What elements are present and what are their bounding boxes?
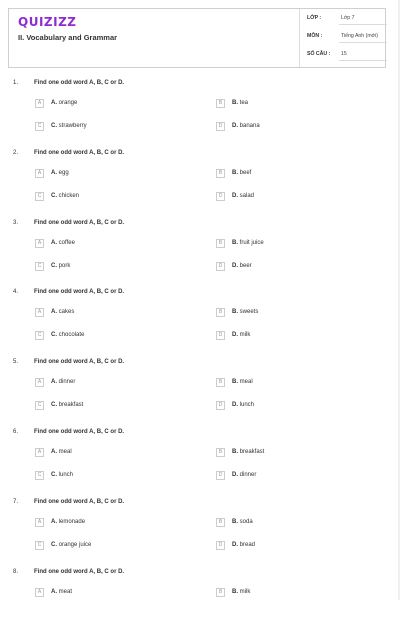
option-label: A.	[51, 379, 57, 386]
option-text	[232, 519, 253, 525]
option-letter-box[interactable]: C	[35, 401, 44, 410]
option-text	[232, 170, 251, 176]
option-label: B.	[232, 518, 238, 525]
answer-option-a[interactable]	[35, 378, 185, 388]
option-label: B.	[232, 169, 238, 176]
option-label: D.	[232, 123, 238, 129]
option-text	[51, 332, 84, 338]
option-value: bread	[239, 541, 256, 548]
question-number: 8.	[13, 568, 19, 575]
header-divider	[299, 9, 300, 67]
option-letter-box[interactable]: D	[216, 401, 225, 410]
option-label: B.	[232, 309, 238, 316]
meta-underline	[339, 42, 387, 43]
answer-option-a[interactable]	[35, 518, 185, 528]
option-text	[232, 240, 264, 246]
answer-option-b[interactable]	[216, 378, 366, 388]
option-label: A.	[51, 169, 57, 176]
answer-option-b[interactable]	[216, 518, 366, 528]
option-value: chicken	[58, 192, 80, 199]
option-letter-box[interactable]: B	[216, 169, 225, 178]
option-text	[51, 123, 87, 129]
option-letter-box[interactable]: A	[35, 588, 44, 597]
meta-value-subject: Tiếng Anh (mới)	[341, 33, 378, 39]
question-text: Find one odd word A, B, C or D.	[34, 80, 125, 86]
option-label: D.	[232, 402, 238, 409]
question-item	[0, 150, 400, 220]
meta-underline	[339, 60, 387, 61]
answer-option-a[interactable]	[35, 308, 185, 318]
option-letter-box[interactable]: A	[35, 239, 44, 248]
option-letter-box[interactable]: A	[35, 378, 44, 387]
question-text: Find one odd word A, B, C or D.	[34, 568, 125, 575]
option-label: C.	[51, 402, 57, 409]
option-value: dinner	[58, 379, 76, 386]
answer-option-b[interactable]	[216, 239, 366, 249]
option-text	[232, 263, 252, 269]
question-text: Find one odd word A, B, C or D.	[34, 498, 125, 505]
option-label: B.	[232, 588, 238, 595]
option-letter-box[interactable]: D	[216, 192, 225, 201]
option-text	[232, 589, 250, 595]
meta-underline	[339, 24, 387, 25]
option-value: breakfast	[58, 402, 84, 409]
option-value: chocolate	[58, 332, 85, 339]
question-item	[0, 220, 400, 290]
answer-option-c[interactable]	[35, 471, 185, 481]
answer-option-d[interactable]	[216, 401, 366, 411]
option-text	[232, 472, 256, 478]
option-text	[51, 379, 75, 385]
question-number: 6.	[13, 429, 19, 435]
option-value: dinner	[239, 472, 257, 478]
option-text	[232, 542, 255, 548]
option-label: B.	[232, 449, 238, 455]
option-letter-box[interactable]: C	[35, 471, 44, 480]
answer-option-c[interactable]	[35, 401, 185, 411]
question-number: 2.	[13, 149, 19, 156]
answer-option-d[interactable]	[216, 331, 366, 341]
option-value: fruit juice	[239, 239, 264, 246]
question-text: Find one odd word A, B, C or D.	[34, 289, 125, 296]
option-text	[51, 100, 77, 106]
option-letter-box[interactable]: A	[35, 169, 44, 178]
option-label: D.	[232, 332, 238, 339]
option-text	[51, 472, 73, 478]
question-number: 3.	[13, 219, 19, 226]
option-label: A.	[51, 588, 57, 595]
answer-option-b[interactable]	[216, 308, 366, 318]
option-text	[232, 332, 250, 338]
option-text	[232, 193, 254, 199]
option-label: B.	[232, 239, 238, 246]
option-letter-box[interactable]: C	[35, 331, 44, 340]
answer-option-a[interactable]	[35, 588, 185, 598]
option-value: lunch	[58, 472, 74, 478]
option-letter-box[interactable]: B	[216, 518, 225, 527]
option-text	[51, 542, 91, 548]
meta-value-class: Lớp 7	[341, 15, 355, 21]
question-number: 7.	[13, 498, 19, 505]
option-label: C.	[51, 332, 57, 339]
worksheet-title: II. Vocabulary and Grammar	[18, 33, 118, 42]
option-label: D.	[232, 541, 238, 548]
option-letter-box[interactable]: D	[216, 541, 225, 550]
question-number: 1.	[13, 80, 19, 86]
question-text: Find one odd word A, B, C or D.	[34, 429, 125, 435]
option-letter-box[interactable]: A	[35, 448, 44, 457]
option-text	[51, 449, 72, 455]
answer-option-d[interactable]	[216, 541, 366, 551]
question-number: 5.	[13, 359, 19, 366]
answer-option-c[interactable]	[35, 541, 185, 551]
option-value: cakes	[58, 309, 75, 316]
option-text	[232, 379, 253, 385]
option-value: pork	[58, 262, 71, 269]
answer-option-c[interactable]	[35, 262, 185, 272]
option-letter-box[interactable]: A	[35, 99, 44, 108]
answer-option-b[interactable]	[216, 588, 366, 598]
meta-row-count	[307, 47, 387, 61]
option-value: milk	[239, 332, 251, 339]
option-value: lemonade	[58, 518, 86, 525]
option-label: A.	[51, 518, 57, 525]
question-text: Find one odd word A, B, C or D.	[34, 149, 125, 156]
option-value: lunch	[239, 402, 255, 409]
option-value: beer	[239, 262, 252, 269]
option-letter-box[interactable]: B	[216, 448, 225, 457]
option-value: egg	[58, 169, 69, 176]
question-item	[0, 359, 400, 429]
option-label: B.	[232, 379, 238, 386]
option-value: soda	[239, 518, 253, 525]
answer-option-c[interactable]	[35, 331, 185, 341]
option-text	[232, 309, 258, 315]
meta-row-class	[307, 11, 387, 25]
option-value: salad	[239, 192, 255, 199]
option-label: A.	[51, 100, 57, 106]
option-value: orange	[58, 100, 78, 106]
question-item	[0, 289, 400, 359]
answer-option-c[interactable]	[35, 122, 185, 132]
option-text	[51, 240, 75, 246]
meta-key-count: SỐ CÂU :	[307, 51, 331, 57]
answer-option-a[interactable]	[35, 448, 185, 458]
option-label: C.	[51, 192, 57, 199]
option-letter-box[interactable]: C	[35, 192, 44, 201]
option-value: strawberry	[58, 123, 87, 129]
option-letter-box[interactable]: B	[216, 239, 225, 248]
question-text: Find one odd word A, B, C or D.	[34, 359, 125, 366]
option-letter-box[interactable]: D	[216, 122, 225, 131]
question-item	[0, 569, 400, 639]
option-letter-box[interactable]: D	[216, 331, 225, 340]
option-value: breakfast	[239, 449, 265, 455]
option-letter-box[interactable]: B	[216, 588, 225, 597]
option-label: C.	[51, 472, 57, 478]
question-item	[0, 499, 400, 569]
option-letter-box[interactable]: B	[216, 308, 225, 317]
answer-option-c[interactable]	[35, 192, 185, 202]
option-letter-box[interactable]: C	[35, 541, 44, 550]
option-letter-box[interactable]: C	[35, 122, 44, 131]
option-text	[232, 100, 248, 106]
meta-key-class: LỚP :	[307, 15, 322, 21]
option-letter-box[interactable]: B	[216, 378, 225, 387]
answer-option-a[interactable]	[35, 99, 185, 109]
option-letter-box[interactable]: A	[35, 518, 44, 527]
option-text	[232, 402, 254, 408]
option-letter-box[interactable]: A	[35, 308, 44, 317]
option-text	[51, 170, 69, 176]
option-value: meat	[58, 588, 73, 595]
answer-option-d[interactable]	[216, 192, 366, 202]
option-text	[232, 123, 260, 129]
meta-row-subject	[307, 29, 387, 43]
question-text: Find one odd word A, B, C or D.	[34, 219, 125, 226]
option-letter-box[interactable]: D	[216, 262, 225, 271]
option-text	[51, 193, 79, 199]
option-label: A.	[51, 239, 57, 246]
option-label: D.	[232, 262, 238, 269]
option-value: sweets	[239, 309, 259, 316]
option-letter-box[interactable]: B	[216, 99, 225, 108]
option-label: C.	[51, 262, 57, 269]
option-label: A.	[51, 309, 57, 316]
answer-option-d[interactable]	[216, 471, 366, 481]
option-text	[51, 519, 85, 525]
quizizz-logo: QUIZIZZ	[18, 15, 77, 29]
option-value: meal	[239, 379, 253, 386]
option-label: D.	[232, 472, 238, 478]
answer-option-d[interactable]	[216, 262, 366, 272]
answer-option-b[interactable]	[216, 169, 366, 179]
option-value: banana	[239, 123, 260, 129]
worksheet-header	[8, 8, 386, 68]
option-letter-box[interactable]: D	[216, 471, 225, 480]
option-value: tea	[239, 100, 249, 106]
answer-option-a[interactable]	[35, 239, 185, 249]
meta-value-count: 15	[341, 51, 347, 57]
answer-option-b[interactable]	[216, 448, 366, 458]
option-value: milk	[239, 588, 251, 595]
question-number: 4.	[13, 289, 19, 296]
option-value: orange juice	[58, 541, 92, 548]
option-value: coffee	[58, 239, 75, 246]
option-text	[51, 263, 70, 269]
meta-key-subject: MÔN :	[307, 33, 323, 39]
answer-option-d[interactable]	[216, 122, 366, 132]
option-label: D.	[232, 192, 238, 199]
option-text	[51, 589, 72, 595]
answer-option-a[interactable]	[35, 169, 185, 179]
question-item	[0, 429, 400, 499]
option-label: C.	[51, 123, 57, 129]
option-value: beef	[239, 169, 252, 176]
option-letter-box[interactable]: C	[35, 262, 44, 271]
option-text	[51, 309, 74, 315]
option-value: meal	[58, 449, 72, 455]
option-text	[232, 449, 264, 455]
option-label: C.	[51, 541, 57, 548]
answer-option-b[interactable]	[216, 99, 366, 109]
option-label: A.	[51, 449, 57, 455]
option-text	[51, 402, 83, 408]
question-item	[0, 80, 400, 150]
option-label: B.	[232, 100, 238, 106]
